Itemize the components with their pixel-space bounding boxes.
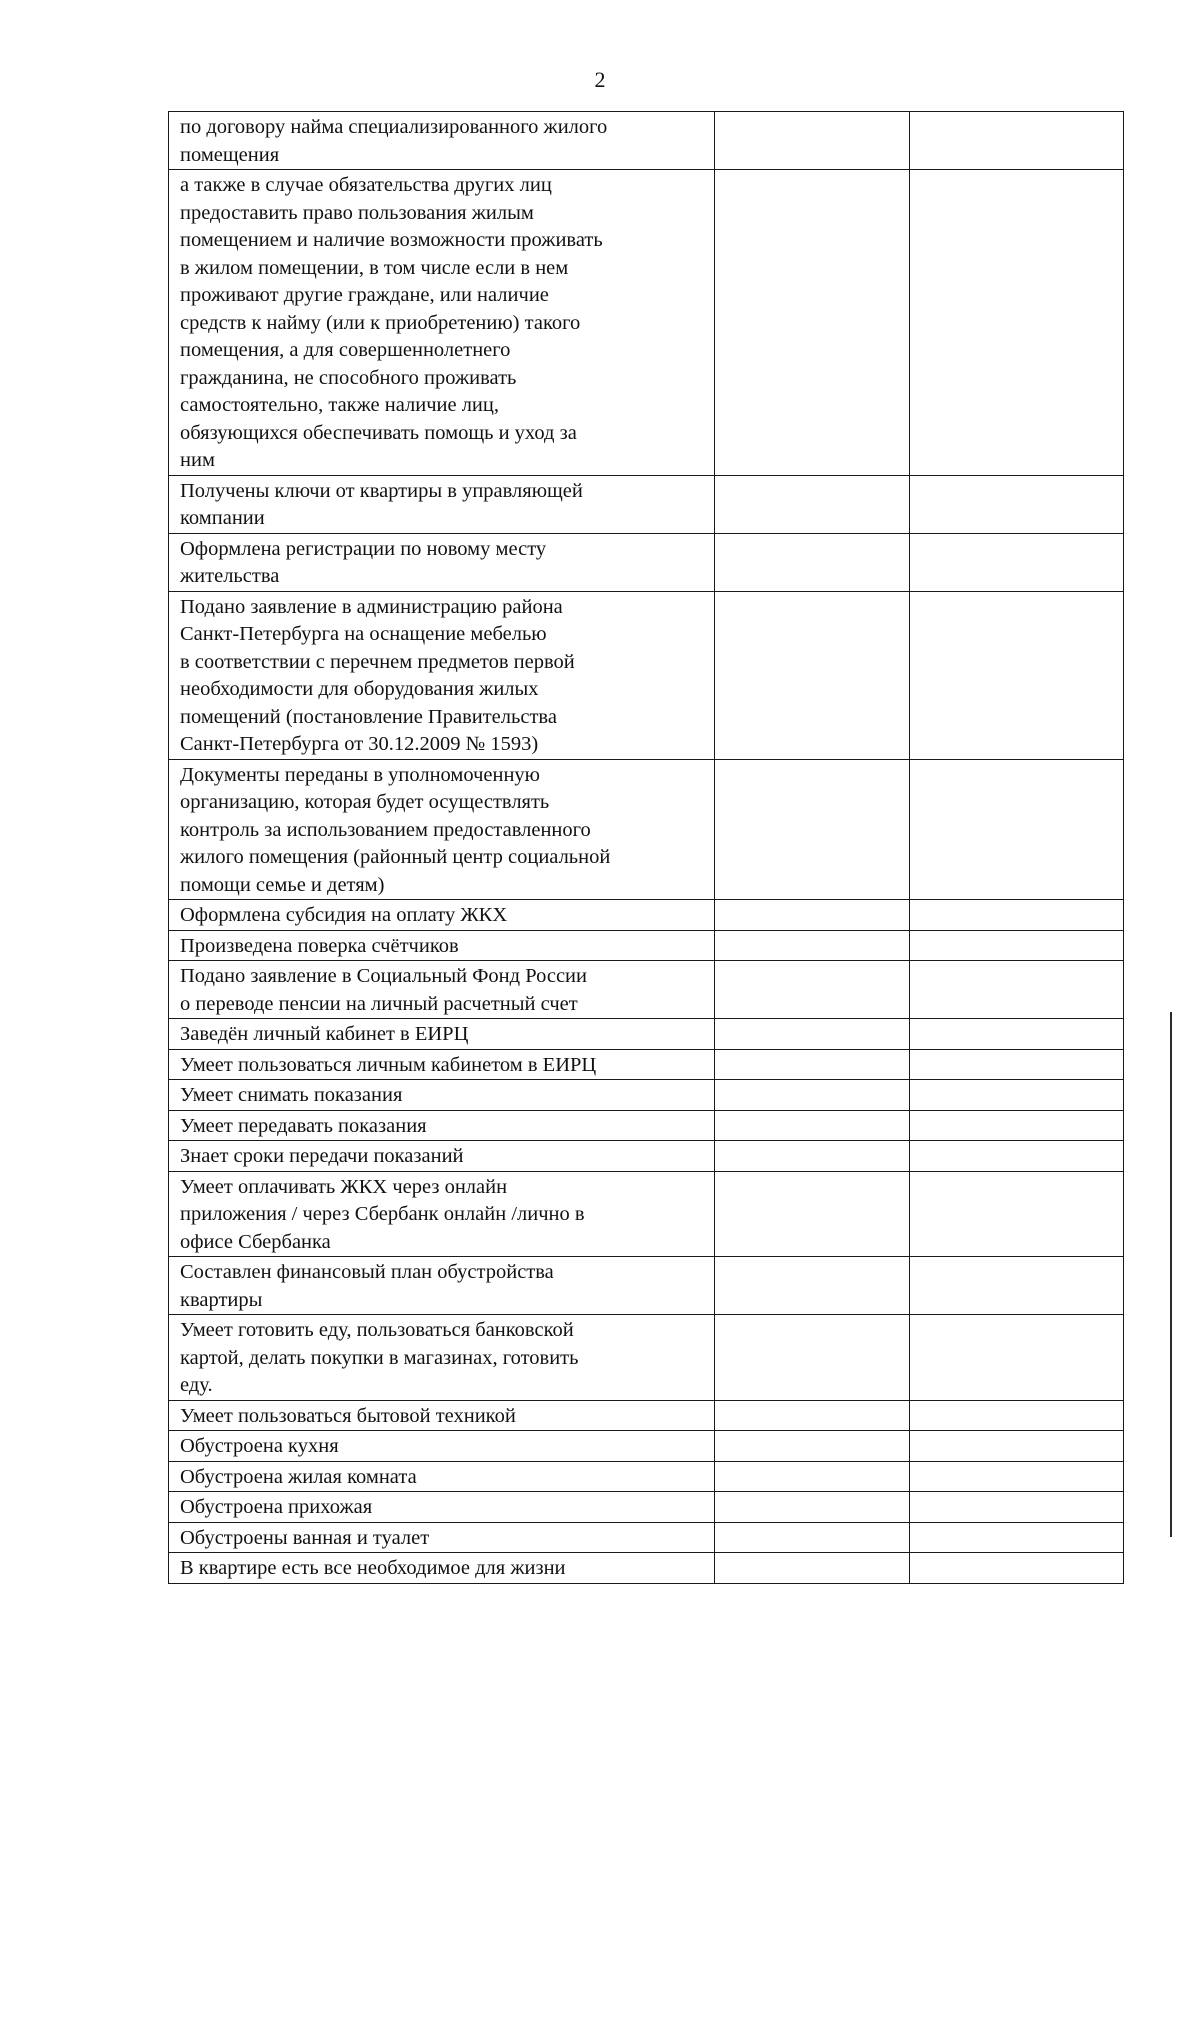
row-label: Умеет оплачивать ЖКХ через онлайн приложения / через Сбербанк онлайн /лично в офисе Сбербанка xyxy=(169,1171,715,1257)
table-row xyxy=(169,1400,1124,1431)
row-label: Умеет пользоваться бытовой техникой xyxy=(169,1400,715,1431)
row-label: Составлен финансовый план обустройства квартиры xyxy=(169,1257,715,1315)
row-label: Обустроена кухня xyxy=(169,1431,715,1462)
row-label: Документы переданы в уполномоченную организацию, которая будет осуществлять контроль за использованием предоставленного жилого помещения (районный центр социальной помощи семье и детям) xyxy=(169,759,715,900)
blank-cell-note xyxy=(910,1400,1124,1431)
blank-cell-note xyxy=(910,591,1124,759)
table-row xyxy=(169,1019,1124,1050)
blank-cell-note xyxy=(910,1141,1124,1172)
blank-cell-date xyxy=(715,1110,910,1141)
blank-cell-date xyxy=(715,1522,910,1553)
blank-cell-date xyxy=(715,1019,910,1050)
blank-cell-date xyxy=(715,1492,910,1523)
checklist-table xyxy=(168,111,1124,1584)
row-label: Обустроена жилая комната xyxy=(169,1461,715,1492)
blank-cell-date xyxy=(715,475,910,533)
row-label: В квартире есть все необходимое для жизни xyxy=(169,1553,715,1584)
blank-cell-date xyxy=(715,1080,910,1111)
table-row xyxy=(169,759,1124,900)
table-row xyxy=(169,1110,1124,1141)
table-row xyxy=(169,930,1124,961)
row-label: Обустроены ванная и туалет xyxy=(169,1522,715,1553)
blank-cell-date xyxy=(715,591,910,759)
blank-cell-note xyxy=(910,1049,1124,1080)
blank-cell-note xyxy=(910,112,1124,170)
row-label: Заведён личный кабинет в ЕИРЦ xyxy=(169,1019,715,1050)
blank-cell-note xyxy=(910,1257,1124,1315)
table-row xyxy=(169,591,1124,759)
row-label: Произведена поверка счётчиков xyxy=(169,930,715,961)
row-label: Подано заявление в администрацию района Санкт-Петербурга на оснащение мебелью в соответствии с перечнем предметов первой необходимости для оборудования жилых помещений (постановление Правительства Санкт-Петербурга от 30.12.2009 № 1593) xyxy=(169,591,715,759)
blank-cell-note xyxy=(910,1171,1124,1257)
page-number: 2 xyxy=(594,67,606,92)
row-label: Обустроена прихожая xyxy=(169,1492,715,1523)
blank-cell-note xyxy=(910,1315,1124,1401)
checklist-body xyxy=(169,112,1124,1584)
table-row xyxy=(169,1080,1124,1111)
blank-cell-note xyxy=(910,170,1124,476)
blank-cell-note xyxy=(910,1553,1124,1584)
table-row xyxy=(169,1461,1124,1492)
row-label: Умеет пользоваться личным кабинетом в ЕИРЦ xyxy=(169,1049,715,1080)
blank-cell-date xyxy=(715,1315,910,1401)
table-row xyxy=(169,1553,1124,1584)
blank-cell-note xyxy=(910,1492,1124,1523)
blank-cell-note xyxy=(910,1019,1124,1050)
blank-cell-note xyxy=(910,1110,1124,1141)
table-row xyxy=(169,112,1124,170)
blank-cell-date xyxy=(715,1400,910,1431)
table-row xyxy=(169,533,1124,591)
table-row xyxy=(169,475,1124,533)
blank-cell-date xyxy=(715,930,910,961)
blank-cell-note xyxy=(910,1080,1124,1111)
row-label: по договору найма специализированного жилого помещения xyxy=(169,112,715,170)
row-label: Оформлена субсидия на оплату ЖКХ xyxy=(169,900,715,931)
row-label: Умеет снимать показания xyxy=(169,1080,715,1111)
table-row xyxy=(169,1492,1124,1523)
row-label: а также в случае обязательства других лиц предоставить право пользования жилым помещением и наличие возможности проживать в жилом помещении, в том числе если в нем проживают другие граждане, или наличие средств к найму (или к приобретению) такого помещения, а для совершеннолетнего гражданина, не способного проживать самостоятельно, также наличие лиц, обязующихся обеспечивать помощь и уход за ним xyxy=(169,170,715,476)
blank-cell-note xyxy=(910,1461,1124,1492)
row-label: Умеет передавать показания xyxy=(169,1110,715,1141)
table-row xyxy=(169,900,1124,931)
blank-cell-note xyxy=(910,759,1124,900)
table-row xyxy=(169,1257,1124,1315)
table-row xyxy=(169,170,1124,476)
blank-cell-note xyxy=(910,1522,1124,1553)
margin-mark xyxy=(1170,1012,1172,1537)
table-row xyxy=(169,1315,1124,1401)
row-label: Получены ключи от квартиры в управляющей компании xyxy=(169,475,715,533)
blank-cell-date xyxy=(715,1171,910,1257)
blank-cell-note xyxy=(910,1431,1124,1462)
blank-cell-date xyxy=(715,533,910,591)
table-row xyxy=(169,1141,1124,1172)
blank-cell-date xyxy=(715,900,910,931)
table-row xyxy=(169,961,1124,1019)
table-row xyxy=(169,1431,1124,1462)
blank-cell-date xyxy=(715,1257,910,1315)
row-label: Умеет готовить еду, пользоваться банковской картой, делать покупки в магазинах, готовить еду. xyxy=(169,1315,715,1401)
blank-cell-note xyxy=(910,930,1124,961)
row-label: Подано заявление в Социальный Фонд России о переводе пенсии на личный расчетный счет xyxy=(169,961,715,1019)
blank-cell-date xyxy=(715,1141,910,1172)
blank-cell-date xyxy=(715,112,910,170)
blank-cell-date xyxy=(715,170,910,476)
blank-cell-date xyxy=(715,1553,910,1584)
blank-cell-date xyxy=(715,759,910,900)
blank-cell-note xyxy=(910,475,1124,533)
table-row xyxy=(169,1171,1124,1257)
row-label: Знает сроки передачи показаний xyxy=(169,1141,715,1172)
table-row xyxy=(169,1522,1124,1553)
blank-cell-note xyxy=(910,961,1124,1019)
blank-cell-date xyxy=(715,1461,910,1492)
row-label: Оформлена регистрации по новому месту жительства xyxy=(169,533,715,591)
blank-cell-note xyxy=(910,900,1124,931)
table-row xyxy=(169,1049,1124,1080)
blank-cell-note xyxy=(910,533,1124,591)
blank-cell-date xyxy=(715,1431,910,1462)
blank-cell-date xyxy=(715,961,910,1019)
blank-cell-date xyxy=(715,1049,910,1080)
